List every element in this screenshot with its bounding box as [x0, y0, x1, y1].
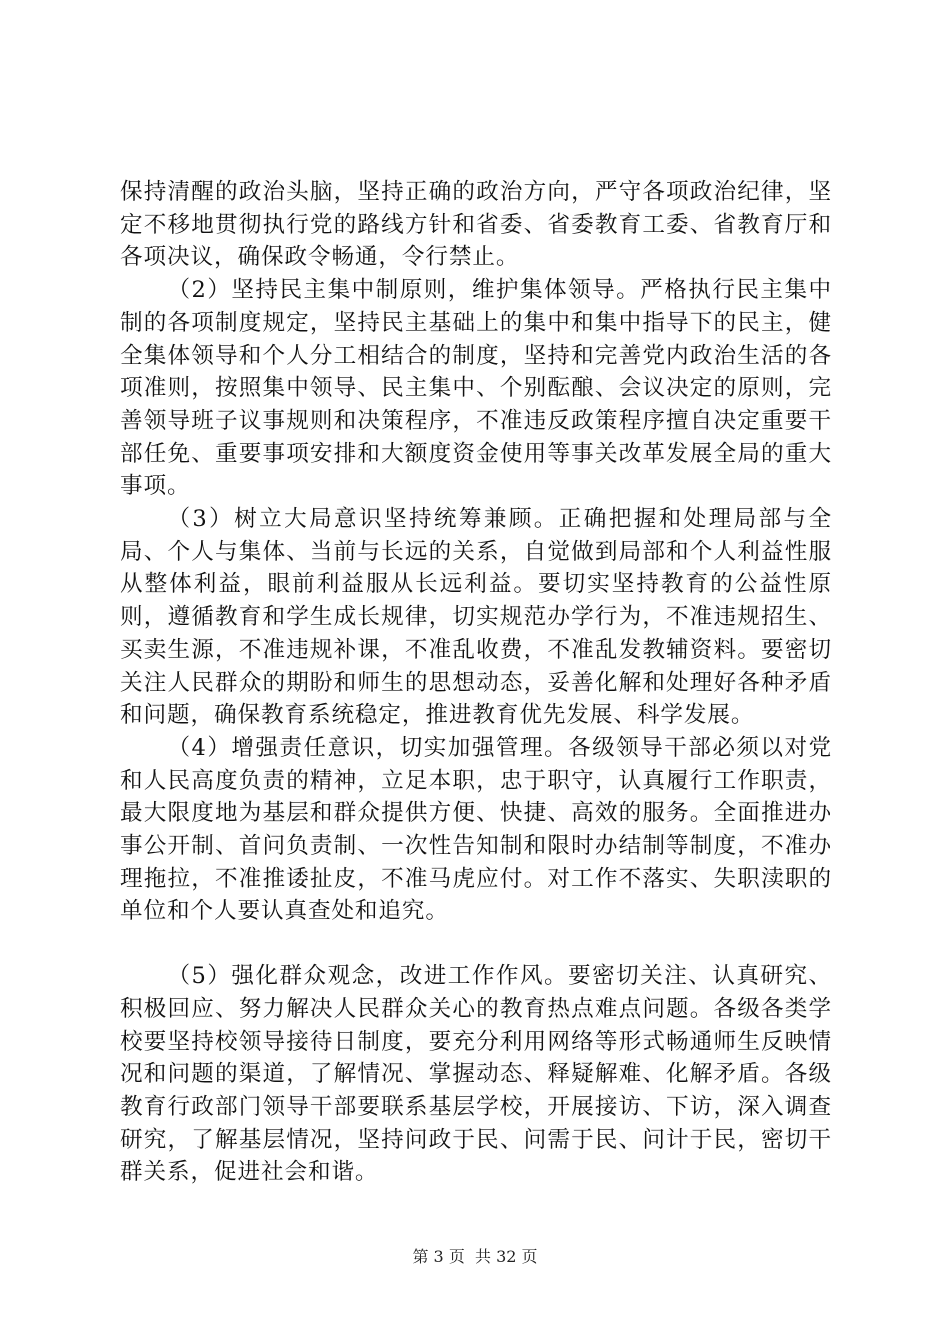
paragraph-item-3: （3）树立大局意识坚持统筹兼顾。正确把握和处理局部与全局、个人与集体、当前与长远的关系，自觉做到局部和个人利益性服从整体利益，眼前利益服从长远利益。要切实坚持教育的公益性原则，遵循教育和学生成长规律，切实规范办学行为，不准违规招生、买卖生源，不准违规补课，不准乱收费，不准乱发教辅资料。要密切关注人民群众的期盼和师生的思想动态，妥善化解和处理好各种矛盾和问题，确保教育系统稳定，推进教育优先发展、科学发展。	[120, 506, 832, 729]
paragraph-item-2: （2）坚持民主集中制原则，维护集体领导。严格执行民主集中制的各项制度规定，坚持民主基础上的集中和集中指导下的民主，健全集体领导和个人分工相结合的制度，坚持和完善党内政治生活的各项准则，按照集中领导、民主集中、个别酝酿、会议决定的原则，完善领导班子议事规则和决策程序，不准违反政策程序擅自决定重要干部任免、重要事项安排和大额度资金使用等事关改革发展全局的重大事项。	[120, 277, 832, 500]
paragraph-continuation: 保持清醒的政治头脑，坚持正确的政治方向，严守各项政治纪律，坚定不移地贯彻执行党的路线方针和省委、省委教育工委、省教育厅和各项决议，确保政令畅通，令行禁止。	[120, 179, 832, 271]
page-number-label: 第 3 页 共 32 页	[412, 1247, 538, 1266]
document-body	[120, 176, 832, 1189]
paragraph-item-5: （5）强化群众观念，改进工作作风。要密切关注、认真研究、积极回应、努力解决人民群众关心的教育热点难点问题。各级各类学校要坚持校领导接待日制度，要充分利用网络等形式畅通师生反映情况和问题的渠道，了解情况、掌握动态、释疑解难、化解矛盾。各级教育行政部门领导干部要联系基层学校，开展接访、下访，深入调查研究，了解基层情况，坚持问政于民、问需于民、问计于民，密切干群关系，促进社会和谐。	[120, 963, 832, 1186]
page-footer	[0, 1247, 950, 1267]
paragraph-item-4: （4）增强责任意识，切实加强管理。各级领导干部必须以对党和人民高度负责的精神，立足本职，忠于职守，认真履行工作职责，最大限度地为基层和群众提供方便、快捷、高效的服务。全面推进办事公开制、首问负责制、一次性告知制和限时办结制等制度，不准办理拖拉，不准推诿扯皮，不准马虎应付。对工作不落实、失职渎职的单位和个人要认真查处和追究。	[120, 734, 832, 925]
